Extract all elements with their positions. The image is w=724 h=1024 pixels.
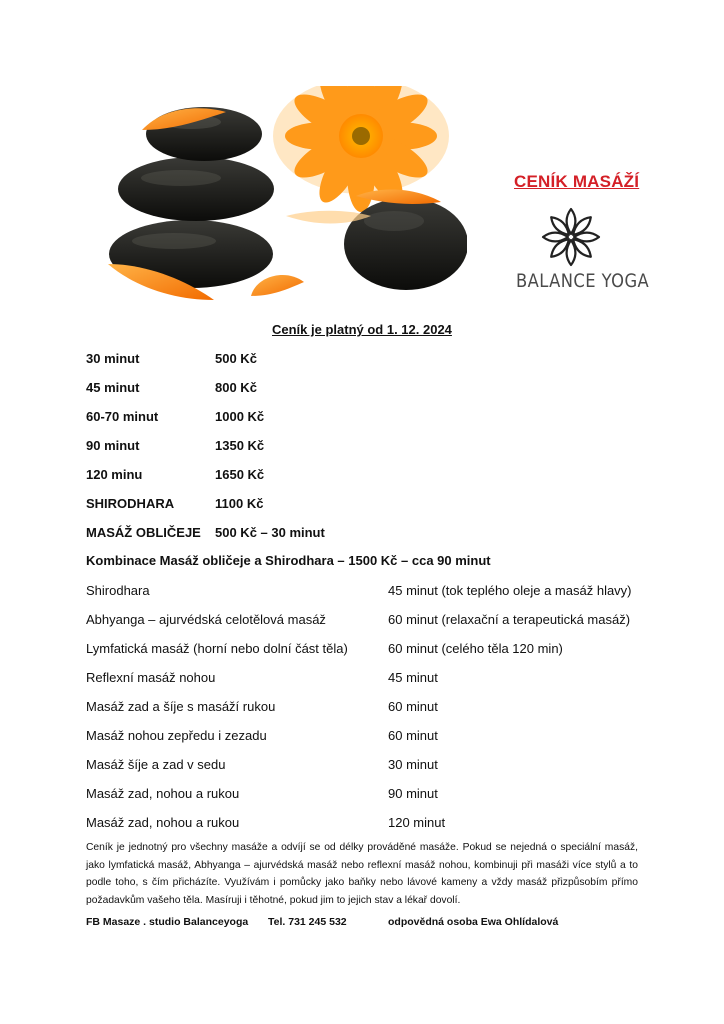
service-name: Masáž zad, nohou a rukou — [86, 815, 240, 830]
price-label: 30 minut — [86, 351, 140, 366]
price-value: 1000 Kč — [215, 409, 265, 424]
price-value: 500 Kč — [215, 351, 257, 366]
lotus-icon — [540, 206, 602, 268]
service-name: Masáž zad, nohou a rukou — [86, 786, 240, 801]
price-value: 1650 Kč — [215, 467, 265, 482]
service-name: Shirodhara — [86, 583, 150, 598]
service-duration: 120 minut — [388, 815, 446, 830]
service-duration: 60 minut (relaxační a terapeutická masáž) — [388, 612, 631, 627]
price-value: 800 Kč — [215, 380, 257, 395]
service-name: Lymfatická masáž (horní nebo dolní část těla) — [86, 641, 348, 656]
service-name: Masáž nohou zepředu i zezadu — [86, 728, 267, 743]
service-name: Abhyanga – ajurvédská celotělová masáž — [86, 612, 326, 627]
footer-contact: odpovědná osoba Ewa Ohlídalová — [388, 916, 559, 928]
service-duration: 90 minut — [388, 786, 438, 801]
service-name: Reflexní masáž nohou — [86, 670, 216, 685]
footer-facebook: FB Masaze . studio Balanceyoga — [86, 916, 249, 928]
page-title: CENÍK MASÁŽÍ — [514, 172, 640, 191]
service-duration: 60 minut — [388, 699, 438, 714]
price-label: 90 minut — [86, 438, 140, 453]
footer-phone: Tel. 731 245 532 — [268, 916, 347, 928]
service-name: Masáž šíje a zad v sedu — [86, 757, 226, 772]
service-name: Masáž zad a šíje s masáží rukou — [86, 699, 276, 714]
price-label: 120 minu — [86, 467, 143, 482]
price-value: 1350 Kč — [215, 438, 265, 453]
service-duration: 30 minut — [388, 757, 438, 772]
price-value: 500 Kč – 30 minut — [215, 525, 325, 540]
brand-name: BALANCE YOGA — [516, 270, 650, 292]
combination-offer: Kombinace Masáž obličeje a Shirodhara – 1500 Kč – cca 90 minut — [86, 553, 491, 568]
price-label: 45 minut — [86, 380, 140, 395]
service-duration: 45 minut (tok teplého oleje a masáž hlavy) — [388, 583, 632, 598]
pricing-note: Ceník je jednotný pro všechny masáže a odvíjí se od délky prováděné masáže. Pokud se nejedná o speciální masáž, jako lymfatická masáž, Abhyanga – ajurvédská masáž nebo reflexní masáž nohou, kombinuji při masáži více stylů a to podle toho, s čím přicházíte. Využívám i pomůcky jako baňky nebo lávové kameny a vždy masáž přizpůsobím přímo požadavkům vašeho těla. Masíruji i těhotné, pokud jim to jejich stav a lékař dovolí. — [86, 842, 638, 907]
price-label: 60-70 minut — [86, 409, 159, 424]
price-label: MASÁŽ OBLIČEJE — [86, 525, 201, 540]
service-duration: 45 minut — [388, 670, 438, 685]
stones-and-flower-image — [86, 86, 467, 318]
service-duration: 60 minut (celého těla 120 min) — [388, 641, 563, 656]
price-label: SHIRODHARA — [86, 496, 175, 511]
service-duration: 60 minut — [388, 728, 438, 743]
price-value: 1100 Kč — [215, 496, 264, 511]
validity-date: Ceník je platný od 1. 12. 2024 — [272, 322, 452, 337]
